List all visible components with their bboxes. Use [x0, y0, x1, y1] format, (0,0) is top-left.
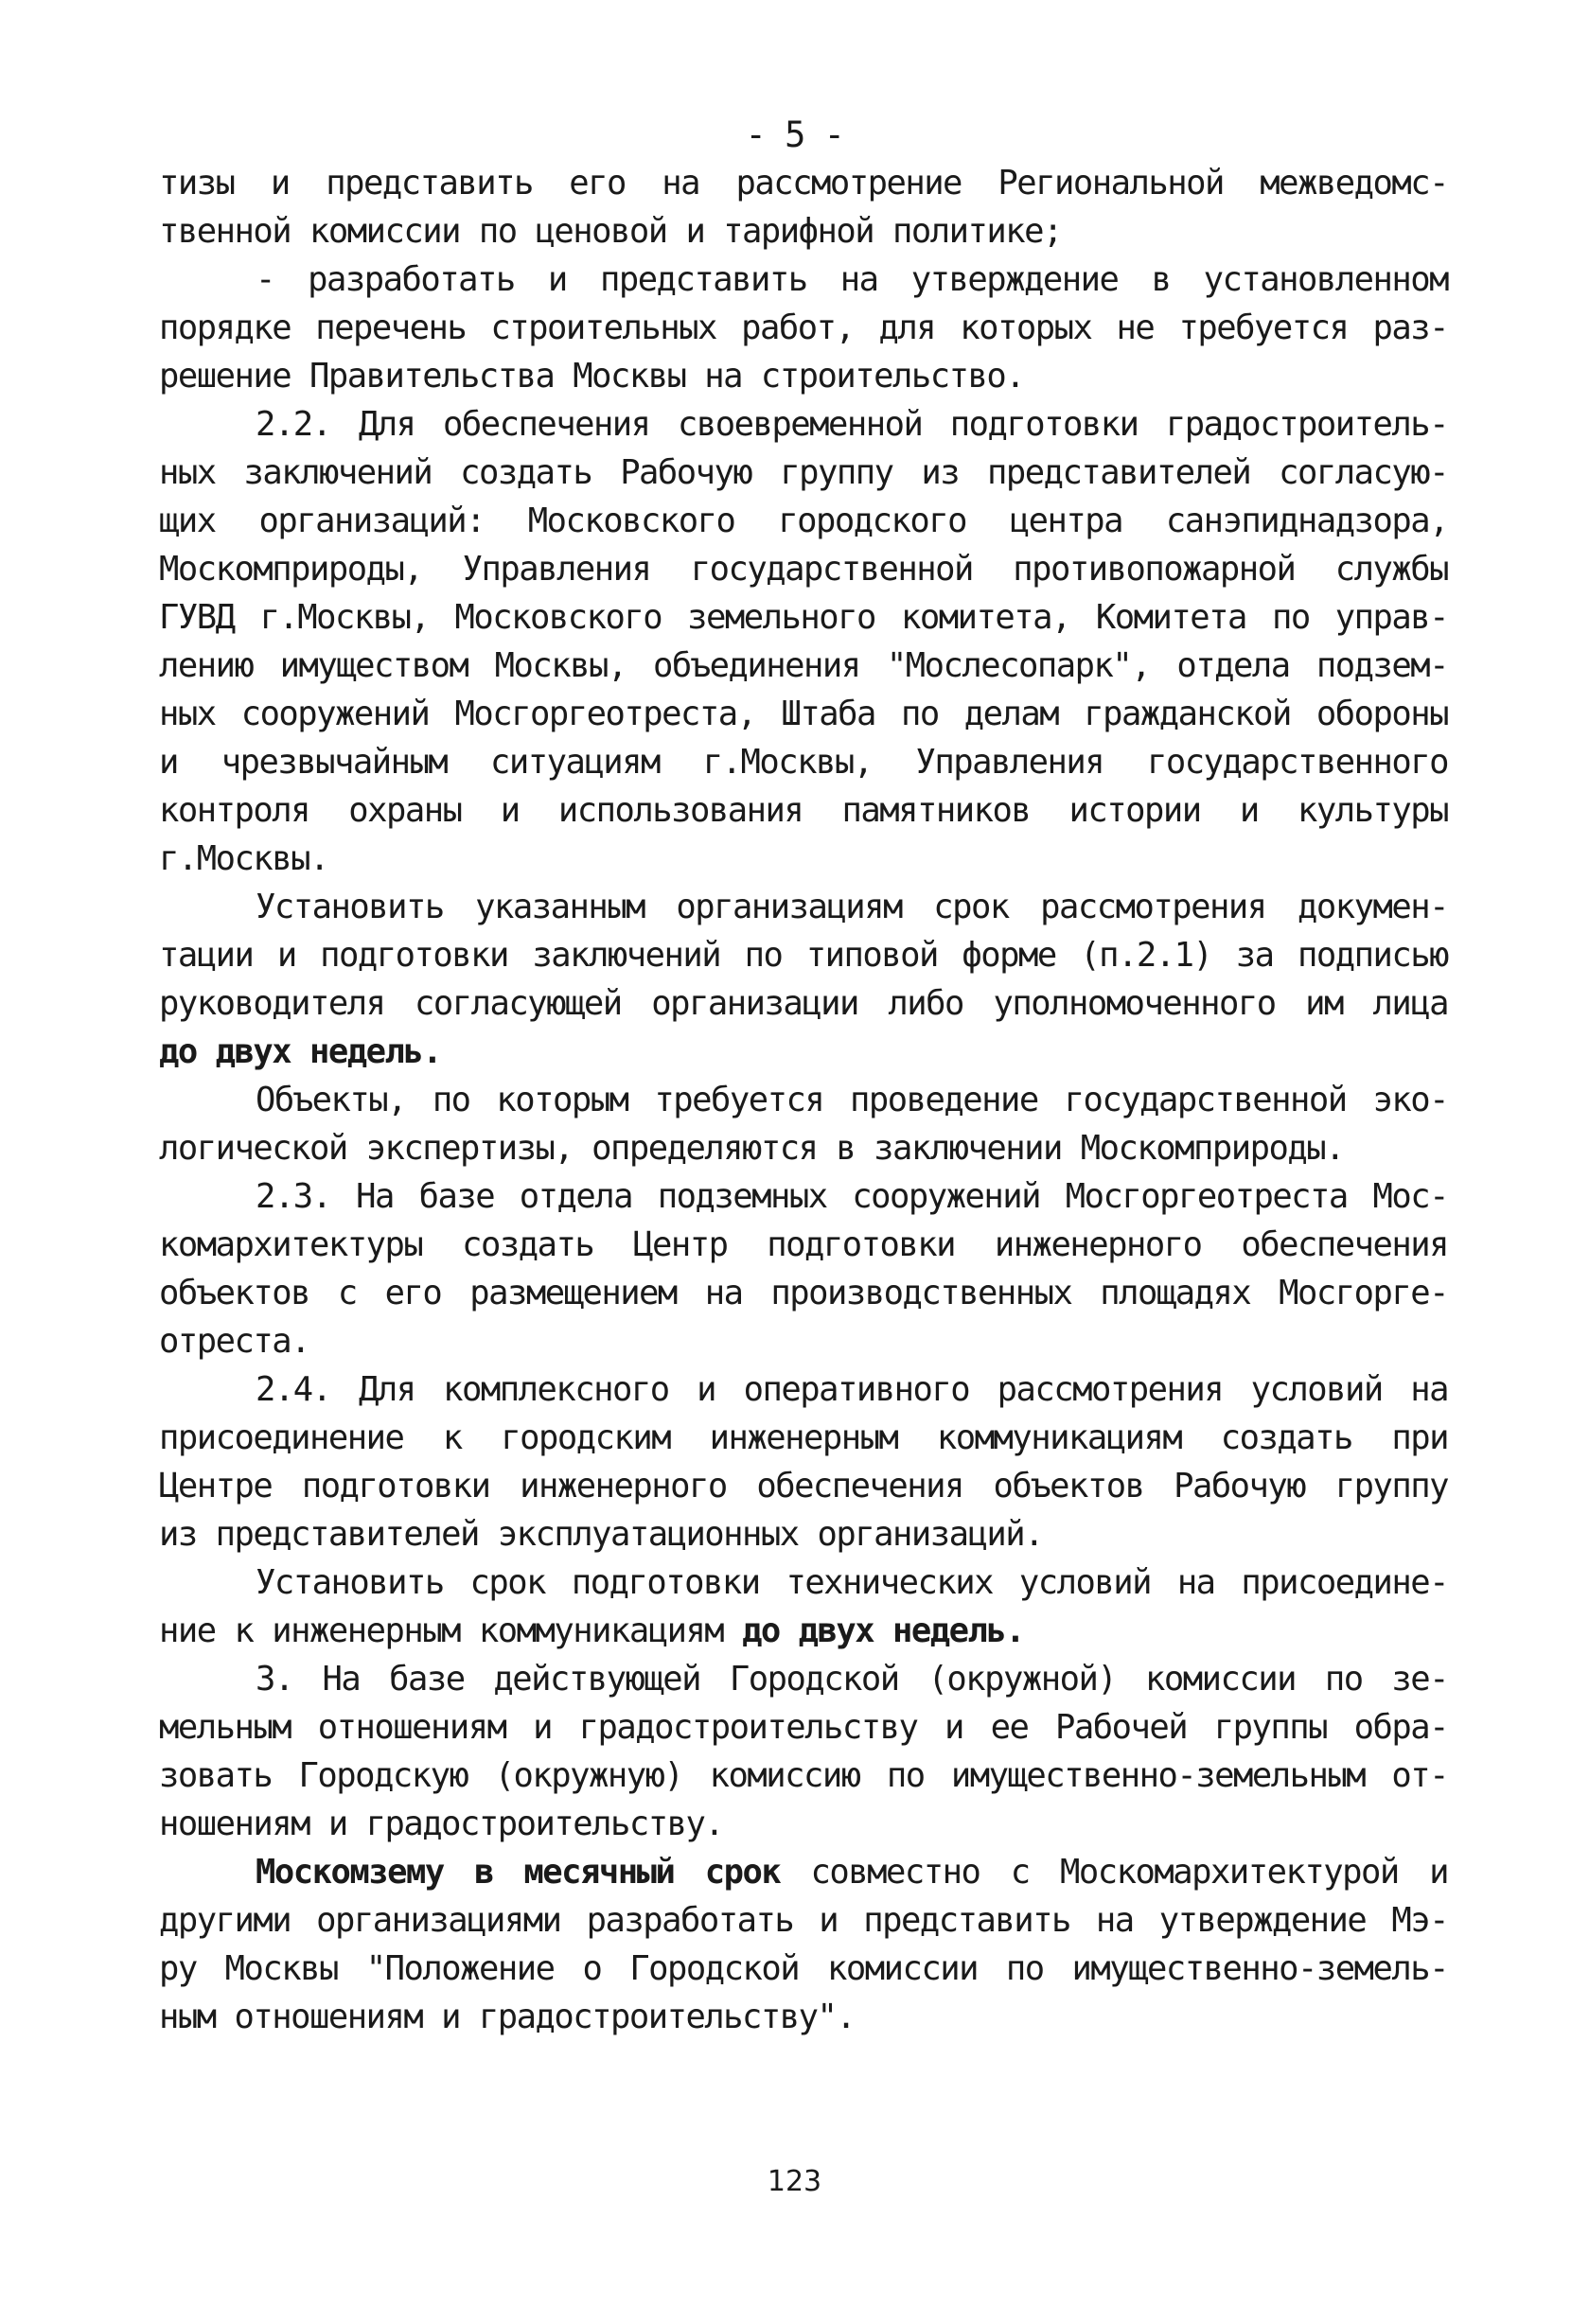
text-line	[159, 883, 1448, 931]
text-segment: и чрезвычайным ситуациям г.Москвы, Управления государственного	[159, 743, 1448, 782]
text-line	[159, 304, 1448, 352]
text-line	[159, 545, 1448, 593]
text-segment: 2.3. На базе отдела подземных сооружений Мосгоргеотреста Мос-	[256, 1177, 1448, 1216]
text-line	[159, 159, 1448, 207]
text-segment: ношениям и градостроительству.	[159, 1805, 724, 1843]
text-segment: 2.2. Для обеспечения своевременной подготовки градостроитель-	[256, 405, 1448, 444]
text-line	[159, 786, 1448, 835]
text-line	[159, 1028, 1448, 1076]
text-line	[159, 1076, 1448, 1124]
text-segment: 3. На базе действующей Городской (окружной) комиссии по зе-	[256, 1660, 1448, 1699]
text-segment: контроля охраны и использования памятников истории и культуры	[159, 791, 1448, 830]
text-segment: ных сооружений Мосгоргеотреста, Штаба по делам гражданской обороны	[159, 695, 1448, 733]
text-segment: другими организациями разработать и представить на утверждение Мэ-	[159, 1901, 1448, 1940]
text-segment: тизы и представить его на рассмотрение Региональной межведомс-	[159, 164, 1448, 202]
text-line	[159, 1703, 1448, 1752]
text-segment: ных заключений создать Рабочую группу из представителей согласую-	[159, 453, 1448, 492]
text-segment: решение Правительства Москвы на строительство.	[159, 357, 1025, 396]
text-line	[159, 1269, 1448, 1317]
text-segment: ние к инженерным коммуникациям	[159, 1611, 743, 1650]
text-line	[159, 1462, 1448, 1510]
text-segment: Центре подготовки инженерного обеспечения объектов Рабочую группу	[159, 1467, 1448, 1505]
text-line	[159, 1993, 1448, 2041]
text-segment: зовать Городскую (окружную) комиссию по имущественно-земельным от-	[159, 1756, 1448, 1795]
text-segment: ным отношениям и градостроительству".	[159, 1998, 856, 2036]
text-line	[159, 738, 1448, 786]
page-number: 123	[767, 2165, 822, 2198]
text-segment: ГУВД г.Москвы, Московского земельного комитета, Комитета по управ-	[159, 598, 1448, 637]
text-line	[159, 255, 1448, 304]
text-line	[159, 352, 1448, 400]
text-segment: 2.4. Для комплексного и оперативного рассмотрения условий на	[256, 1370, 1448, 1409]
text-line	[159, 1752, 1448, 1800]
text-segment: порядке перечень строительных работ, для которых не требуется раз-	[159, 308, 1448, 347]
text-line	[159, 1655, 1448, 1703]
text-line	[159, 1221, 1448, 1269]
text-line	[159, 931, 1448, 979]
text-line	[159, 1365, 1448, 1414]
text-segment: г.Москвы.	[159, 839, 328, 878]
text-line	[159, 690, 1448, 738]
text-segment: лению имуществом Москвы, объединения "Мослесопарк", отдела подзем-	[159, 646, 1448, 685]
text-line	[159, 642, 1448, 690]
text-line	[159, 207, 1448, 255]
text-segment: отреста.	[159, 1322, 309, 1361]
bold-text-segment: до двух недель.	[159, 1032, 442, 1071]
text-segment: комархитектуры создать Центр подготовки инженерного обеспечения	[159, 1225, 1448, 1264]
text-line	[159, 1172, 1448, 1221]
text-line	[159, 1896, 1448, 1945]
bold-text-segment: Москомзему в месячный срок	[256, 1853, 781, 1892]
text-segment: из представителей эксплуатационных организаций.	[159, 1515, 1044, 1554]
text-line	[159, 400, 1448, 449]
text-line	[159, 1800, 1448, 1848]
bold-text-segment: до двух недель.	[742, 1611, 1025, 1650]
text-segment: щих организаций: Московского городского центра санэпиднадзора,	[159, 502, 1448, 540]
text-line	[159, 1607, 1448, 1655]
text-line	[159, 979, 1448, 1028]
text-segment: Установить указанным организациям срок рассмотрения докумен-	[256, 888, 1448, 926]
document-body	[159, 159, 1448, 2041]
text-line	[159, 1317, 1448, 1365]
text-line	[159, 1558, 1448, 1607]
text-segment: логической экспертизы, определяются в заключении Москомприроды.	[159, 1129, 1344, 1168]
text-line	[159, 497, 1448, 545]
text-segment: объектов с его размещением на производственных площадях Мосгорге-	[159, 1274, 1448, 1312]
text-segment: Установить срок подготовки технических условий на присоедине-	[256, 1563, 1448, 1602]
text-segment: твенной комиссии по ценовой и тарифной политике;	[159, 212, 1062, 251]
text-segment: присоединение к городским инженерным коммуникациям создать при	[159, 1418, 1448, 1457]
page-header: - 5 -	[745, 114, 844, 155]
text-line	[159, 1848, 1448, 1896]
text-line	[159, 449, 1448, 497]
text-segment: мельным отношениям и градостроительству и ее Рабочей группы обра-	[159, 1708, 1448, 1747]
text-segment: - разработать и представить на утверждение в установленном	[256, 260, 1448, 299]
text-segment: тации и подготовки заключений по типовой форме (п.2.1) за подписью	[159, 936, 1448, 975]
text-line	[159, 1414, 1448, 1462]
text-segment: руководителя согласующей организации либо уполномоченного им лица	[159, 984, 1448, 1023]
text-line	[159, 1510, 1448, 1558]
text-segment: Объекты, по которым требуется проведение государственной эко-	[256, 1081, 1448, 1119]
text-line	[159, 593, 1448, 642]
text-line	[159, 835, 1448, 883]
text-segment: ру Москвы "Положение о Городской комиссии по имущественно-земель-	[159, 1949, 1448, 1988]
text-line	[159, 1945, 1448, 1993]
text-segment: Москомприроды, Управления государственной противопожарной службы	[159, 550, 1448, 589]
text-line	[159, 1124, 1448, 1172]
text-segment: совместно с Москомархитектурой и	[780, 1853, 1448, 1892]
